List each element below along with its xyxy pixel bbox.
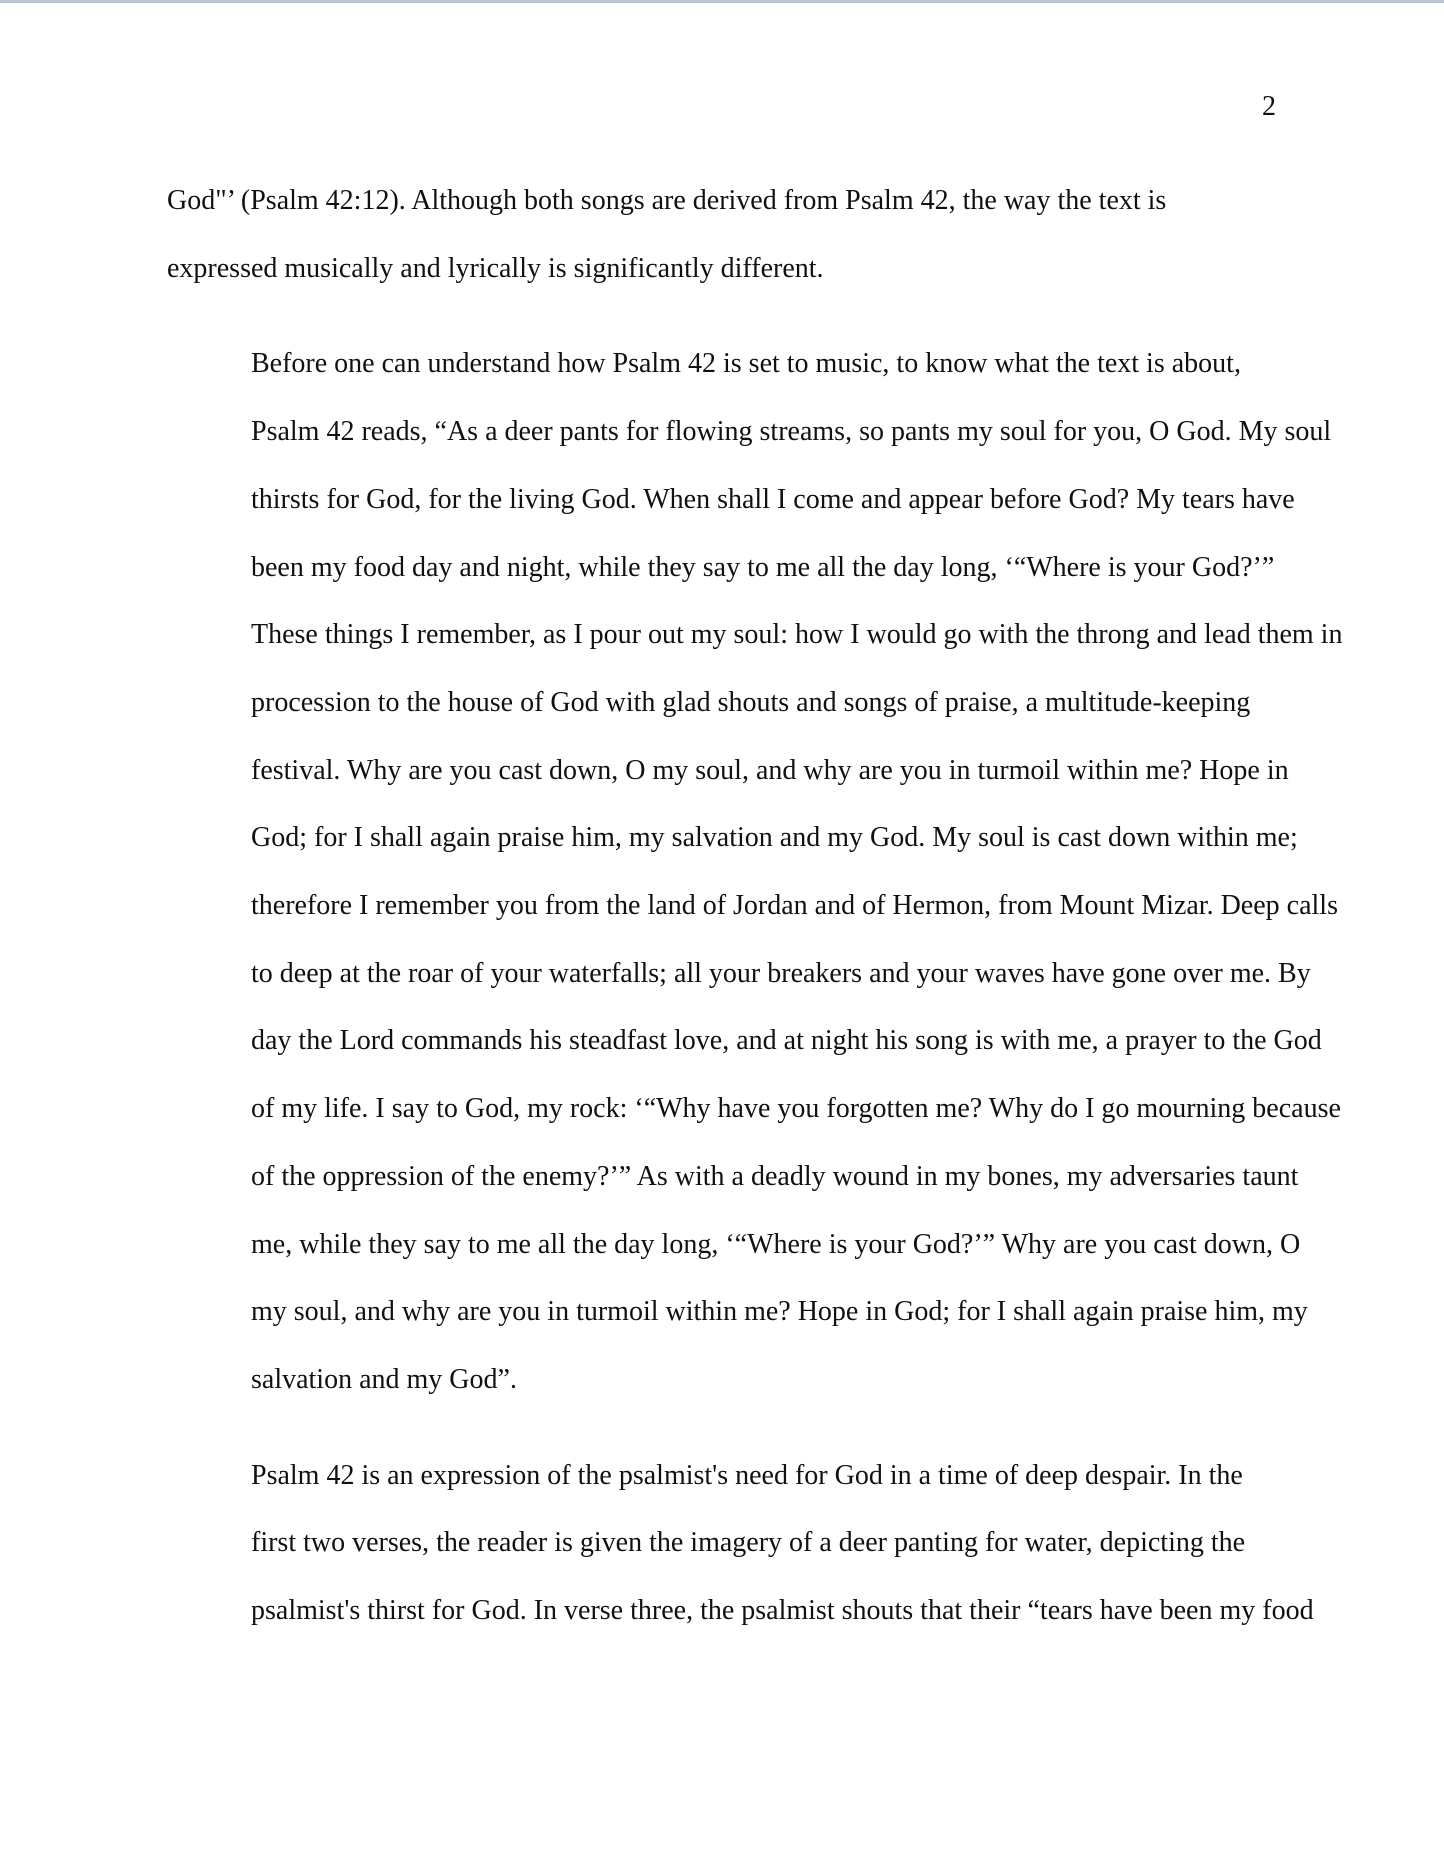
text-line: to deep at the roar of your waterfalls; all your breakers and your waves have gone over me. By [251,957,1311,989]
paragraph-3 [167,1442,1314,1645]
text-line: me, while they say to me all the day long, ‘“Where is your God?’” Why are you cast down, O [251,1228,1301,1260]
text-line: been my food day and night, while they say to me all the day long, ‘“Where is your God?’” [251,551,1275,583]
paragraph-1 [167,167,1287,302]
text-line: procession to the house of God with glad shouts and songs of praise, a multitude-keeping [251,686,1251,718]
text-line: expressed musically and lyrically is significantly different. [167,252,824,284]
text-line: my soul, and why are you in turmoil within me? Hope in God; for I shall again praise him, my [251,1296,1308,1328]
text-line: psalmist's thirst for God. In verse three, the psalmist shouts that their “tears have been my food [251,1595,1314,1627]
text-line: festival. Why are you cast down, O my soul, and why are you in turmoil within me? Hope in [251,754,1289,786]
text-line: therefore I remember you from the land of Jordan and of Hermon, from Mount Mizar. Deep calls [251,890,1338,922]
paragraph-2 [167,330,1343,1413]
text-line: Psalm 42 reads, “As a deer pants for flowing streams, so pants my soul for you, O God. My soul [251,416,1332,448]
text-line: first two verses, the reader is given the imagery of a deer panting for water, depicting the [251,1527,1246,1559]
text-line: of the oppression of the enemy?’” As with a deadly wound in my bones, my adversaries taunt [251,1160,1299,1192]
text-line: day the Lord commands his steadfast love, and at night his song is with me, a prayer to the God [251,1025,1322,1057]
text-line: Before one can understand how Psalm 42 is set to music, to know what the text is about, [251,348,1241,380]
page-top-edge [0,0,1444,3]
text-line: salvation and my God”. [251,1363,517,1395]
text-line: God; for I shall again praise him, my salvation and my God. My soul is cast down within me; [251,822,1298,854]
text-line: God"’ (Psalm 42:12). Although both songs are derived from Psalm 42, the way the text is [167,185,1167,216]
text-line: of my life. I say to God, my rock: ‘“Why have you forgotten me? Why do I go mourning because [251,1093,1341,1125]
text-line: Psalm 42 is an expression of the psalmist's need for God in a time of deep despair. In the [251,1459,1243,1491]
page-number: 2 [1262,91,1276,122]
text-line: These things I remember, as I pour out my soul: how I would go with the throng and lead them in [251,619,1343,651]
document-body [167,167,1343,1645]
text-line: thirsts for God, for the living God. When shall I come and appear before God? My tears have [251,483,1295,515]
